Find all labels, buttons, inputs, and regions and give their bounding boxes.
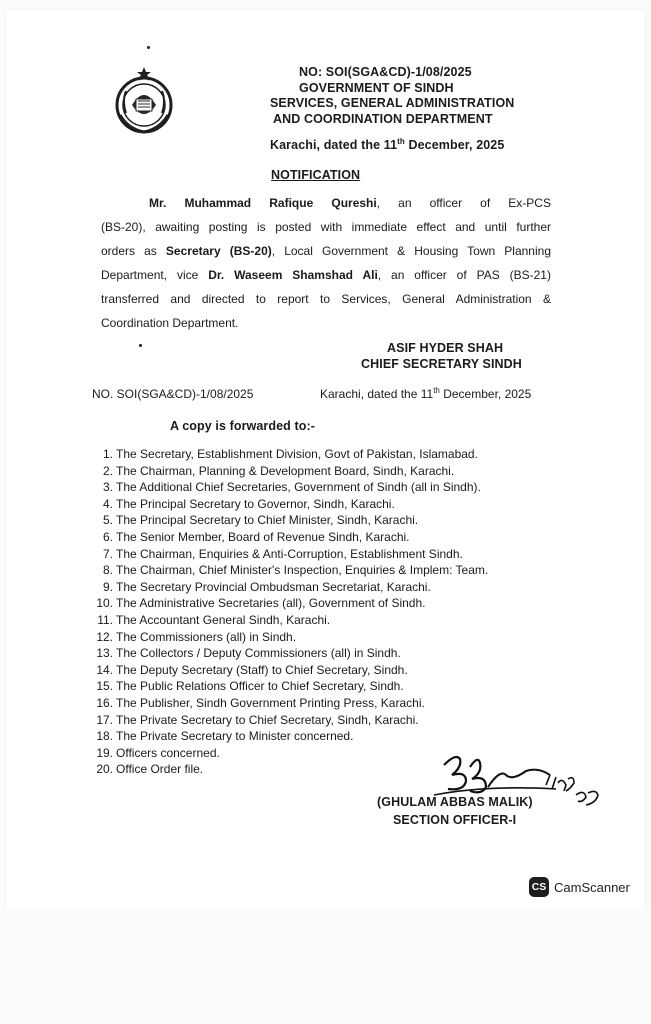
camscanner-label: CamScanner [554, 880, 630, 895]
distribution-item [86, 612, 488, 629]
distribution-item-number: 3. [102, 480, 113, 495]
distribution-item-number: 20. [96, 762, 113, 777]
distribution-item-text: The Principal Secretary to Chief Minister, Sindh, Karachi. [116, 513, 419, 528]
distribution-item-number: 7. [102, 546, 113, 561]
distribution-item [86, 546, 488, 563]
distribution-item-number: 17. [96, 712, 113, 727]
distribution-item-text: The Senior Member, Board of Revenue Sindh, Karachi. [116, 529, 410, 544]
distribution-item [86, 712, 488, 729]
distribution-item-number: 2. [102, 463, 113, 478]
notification-line-2: (BS-20), awaiting posting is posted with immediate effect and until further [101, 220, 551, 234]
distribution-item [86, 579, 488, 596]
distribution-item [86, 728, 488, 745]
distribution-item-number: 6. [102, 529, 113, 544]
signatory-name: ASIF HYDER SHAH [387, 341, 504, 355]
document-page [6, 10, 645, 910]
department-line-1: SERVICES, GENERAL ADMINISTRATION [270, 96, 515, 110]
distribution-item-number: 19. [96, 745, 113, 760]
distribution-item-number: 12. [96, 629, 113, 644]
distribution-item-number: 8. [102, 563, 113, 578]
distribution-item-text: The Private Secretary to Minister concerned. [116, 729, 354, 744]
distribution-item-number: 10. [96, 596, 113, 611]
notification-line-6: Coordination Department. [101, 316, 239, 330]
distribution-item [86, 595, 488, 612]
scan-speck [147, 46, 150, 49]
distribution-item [86, 678, 488, 695]
distribution-item-text: The Additional Chief Secretaries, Government of Sindh (all in Sindh). [116, 480, 481, 495]
distribution-item-text: The Deputy Secretary (Staff) to Chief Secretary, Sindh. [116, 662, 408, 677]
distribution-item-text: The Administrative Secretaries (all), Government of Sindh. [116, 596, 426, 611]
distribution-item-text: The Private Secretary to Chief Secretary, Sindh, Karachi. [116, 712, 419, 727]
replaced-officer-name: Dr. Waseem Shamshad Ali [208, 268, 378, 282]
notification-title: NOTIFICATION [271, 168, 361, 182]
distribution-item-text: The Chairman, Chief Minister's Inspection, Enquiries & Implem: Team. [116, 563, 489, 578]
distribution-item [86, 562, 488, 579]
distribution-item [86, 463, 488, 480]
distribution-item-text: The Chairman, Planning & Development Board, Sindh, Karachi. [116, 463, 455, 478]
distribution-item [86, 446, 488, 463]
distribution-item-text: The Secretary Provincial Ombudsman Secretariat, Karachi. [116, 579, 431, 594]
distribution-item-number: 4. [102, 496, 113, 511]
distribution-item-number: 11. [97, 612, 113, 627]
distribution-item-text: Office Order file. [116, 762, 204, 777]
date-rest: December, 2025 [404, 138, 505, 152]
distribution-item [86, 662, 488, 679]
distribution-item-text: The Principal Secretary to Governor, Sindh, Karachi. [116, 496, 395, 511]
distribution-item [86, 629, 488, 646]
page-bottom-margin [0, 910, 651, 1024]
date-suffix-sup: th [397, 136, 405, 146]
distribution-item [86, 645, 488, 662]
distribution-item-number: 16. [96, 695, 113, 710]
section-officer-title: SECTION OFFICER-I [393, 813, 517, 827]
section-officer-name: (GHULAM ABBAS MALIK) [377, 795, 533, 809]
department-line-2: AND COORDINATION DEPARTMENT [273, 112, 493, 126]
notification-line-1: Mr. Muhammad Rafique Qureshi, an officer of Ex-PCS [149, 196, 551, 210]
government-line: GOVERNMENT OF SINDH [299, 81, 454, 95]
distribution-item-text: Officers concerned. [116, 745, 220, 760]
distribution-item-text: The Publisher, Sindh Government Printing Press, Karachi. [116, 695, 425, 710]
government-of-sindh-emblem [108, 65, 178, 135]
dated-line [270, 138, 504, 152]
distribution-item-text: The Secretary, Establishment Division, Govt of Pakistan, Islamabad. [116, 447, 478, 461]
forward-dated-line: Karachi, dated the 11th December, 2025 [320, 386, 532, 401]
signatory-title: CHIEF SECRETARY SINDH [361, 357, 522, 371]
distribution-list [86, 446, 488, 778]
distribution-item-text: The Accountant General Sindh, Karachi. [116, 612, 331, 627]
notification-line-4: Department, vice Dr. Waseem Shamshad Ali, an officer of PAS (BS-21) [101, 268, 551, 282]
distribution-item [86, 496, 488, 513]
distribution-item-number: 1. [102, 447, 113, 461]
reference-number: NO: SOI(SGA&CD)-1/08/2025 [299, 65, 472, 79]
forward-heading: A copy is forwarded to:- [170, 419, 316, 433]
distribution-item-number: 9. [102, 579, 113, 594]
distribution-item [86, 695, 488, 712]
distribution-item [86, 512, 488, 529]
distribution-item-number: 5. [102, 513, 113, 528]
camscanner-logo-icon: CS [529, 877, 549, 897]
distribution-item-number: 13. [96, 646, 113, 661]
distribution-item [86, 529, 488, 546]
notification-line-5: transferred and directed to report to Services, General Administration & [101, 292, 551, 306]
distribution-item-number: 14. [96, 662, 113, 677]
distribution-item-text: The Collectors / Deputy Commissioners (all) in Sindh. [116, 646, 401, 661]
scan-speck [139, 344, 142, 347]
distribution-item-number: 18. [96, 729, 113, 744]
officer-name: Mr. Muhammad Rafique Qureshi [149, 196, 377, 210]
notification-line-3: orders as Secretary (BS-20), Local Government & Housing Town Planning [101, 244, 551, 258]
distribution-item-text: The Chairman, Enquiries & Anti-Corruption, Establishment Sindh. [116, 546, 463, 561]
forward-reference-number: NO. SOI(SGA&CD)-1/08/2025 [92, 387, 254, 401]
distribution-item [86, 479, 488, 496]
distribution-item-text: The Public Relations Officer to Chief Secretary, Sindh. [116, 679, 404, 694]
posting-title: Secretary (BS-20) [165, 244, 272, 258]
distribution-item-number: 15. [96, 679, 113, 694]
date-prefix: Karachi, dated the 11 [270, 138, 398, 152]
distribution-item-text: The Commissioners (all) in Sindh. [116, 629, 297, 644]
